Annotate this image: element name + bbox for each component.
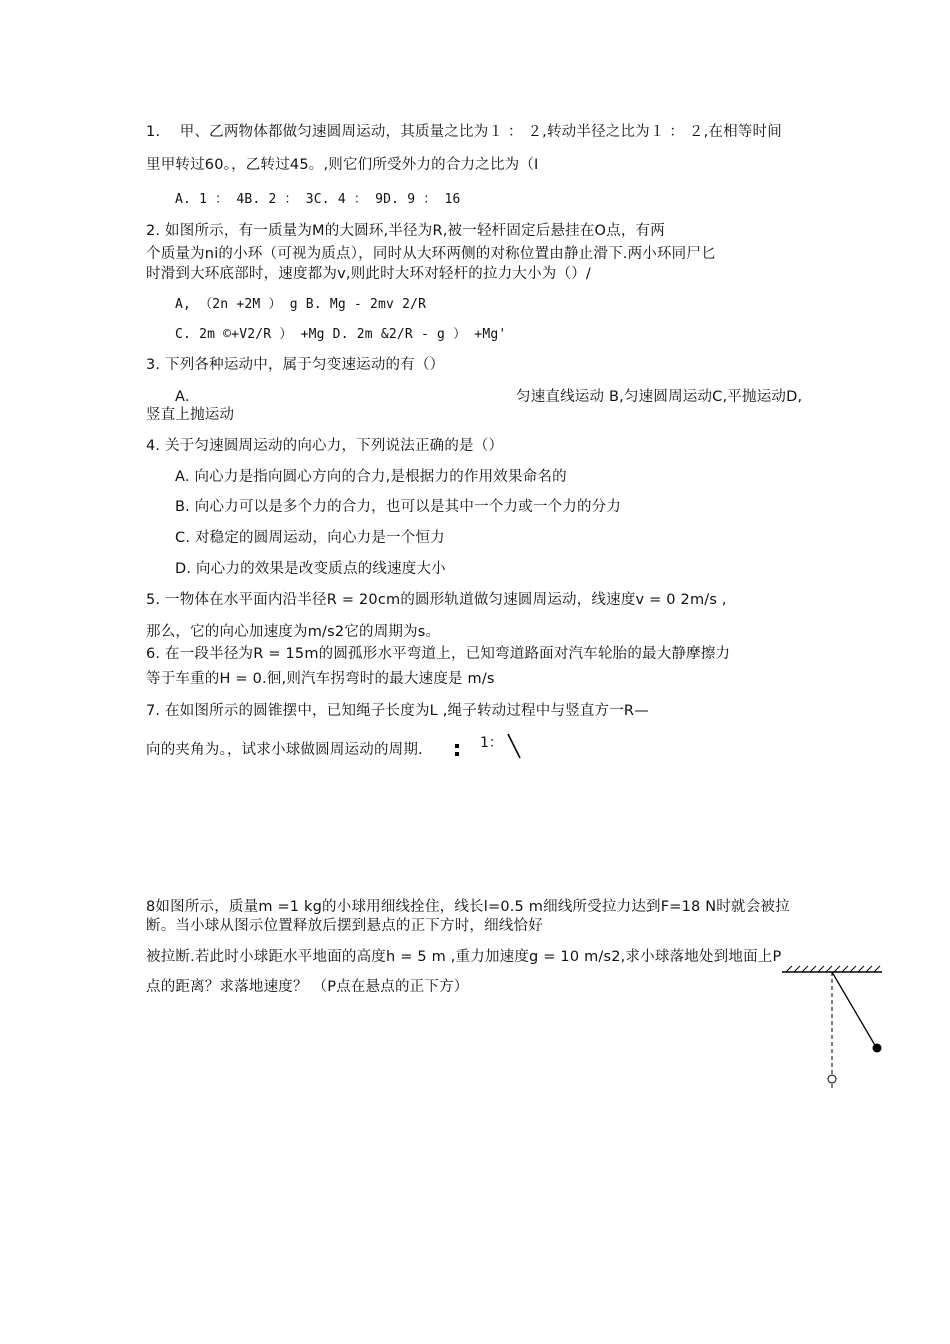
q3-option-last: 竖直上抛运动 xyxy=(146,407,235,423)
pendulum-string xyxy=(832,972,876,1047)
q4-option-b: B. 向心力可以是多个力的合力，也可以是其中一个力或一个力的分力 xyxy=(175,499,622,515)
q4-option-a: A. 向心力是指向圆心方向的合力,是根据力的作用效果命名的 xyxy=(175,469,567,485)
q2-line3: 时滑到大环底部时，速度都为v,则此时大环对轻杆的拉力大小为（）/ xyxy=(146,266,591,282)
q2-line2: 个质量为ni的小环（可视为质点），同时从大环两侧的对称位置由静止滑下.两小环同尸匕 xyxy=(146,246,716,262)
q1-line2: 里甲转过60。，乙转过45。,则它们所受外力的合力之比为（I xyxy=(146,157,539,173)
q6-line1: 6. 在一段半径为R = 15m的圆孤形水平弯道上，已知弯道路面对汽车轮胎的最大静摩擦力 xyxy=(146,646,731,662)
q7-line1: 7. 在如图所示的圆锥摆中，已知绳子长度为L ,绳子转动过程中与竖直方一R— xyxy=(146,703,649,719)
cone-pendulum-label: 1： xyxy=(480,735,503,751)
cone-pendulum-string xyxy=(506,733,522,759)
q1-options: A. 1 ： 4B. 2 ： 3C. 4 ： 9D. 9 ： 16 xyxy=(175,192,461,207)
q7-colon-mark xyxy=(455,744,459,756)
q5-line1: 5. 一物体在水平面内沿半径R = 20cm的圆形轨道做匀速圆周运动，线速度v = 0 2m/s , xyxy=(146,592,727,608)
q6-line2: 等于车重的H = 0.徊,则汽车拐弯时的最大速度是 m/s xyxy=(146,671,495,687)
q2-line1: 2. 如图所示，有一质量为M的大圆环,半径为R,被一轻杆固定后悬挂在O点，有两 xyxy=(146,223,665,239)
q7-line2: 向的夹角为。，试求小球做圆周运动的周期. xyxy=(146,742,423,758)
q4-stem: 4. 关于匀速圆周运动的向心力，下列说法正确的是（） xyxy=(146,438,504,454)
ceiling-support xyxy=(782,966,882,972)
q3-option-a: A. xyxy=(175,389,190,405)
pendulum-ball xyxy=(873,1044,882,1053)
pendulum-figure xyxy=(778,962,888,1092)
lowest-position-circle xyxy=(828,1075,836,1083)
q8-line1: 8如图所示，质量m =1 kg的小球用细线拴住，线长l=0.5 m细线所受拉力达到F=18 N时就会被拉 xyxy=(146,899,790,915)
q2-options-ab: A, （2n +2M ） g B. Mg - 2mv 2/R xyxy=(175,297,427,312)
q3-options-rest: 匀速直线运动 B,匀速圆周运动C,平抛运动D, xyxy=(516,389,803,405)
q8-line4: 点的距离？求落地速度？ （P点在悬点的正下方） xyxy=(146,979,469,995)
q1-line1: 1. 甲、乙两物体都做匀速圆周运动，其质量之比为１ ： ２,转动半径之比为１ ： ２,在相等时间 xyxy=(146,124,782,140)
q8-line2: 断。当小球从图示位置释放后摆到悬点的正下方时，细线恰好 xyxy=(146,918,543,934)
q8-line3: 被拉断.若此时小球距水平地面的高度h = 5 m ,重力加速度g = 10 m/s2,求小球落地处到地面上P xyxy=(146,949,782,965)
q2-options-cd: C. 2m ©+V2/R ） +Mg D. 2m &2/R - g ） +Mg' xyxy=(175,327,507,342)
q4-option-c: C. 对稳定的圆周运动，向心力是一个恒力 xyxy=(175,530,445,546)
q3-stem: 3. 下列各种运动中，属于匀变速运动的有（） xyxy=(146,357,445,373)
q4-option-d: D. 向心力的效果是改变质点的线速度大小 xyxy=(175,561,446,577)
q5-line2: 那么，它的向心加速度为m/s2它的周期为s。 xyxy=(146,624,441,640)
